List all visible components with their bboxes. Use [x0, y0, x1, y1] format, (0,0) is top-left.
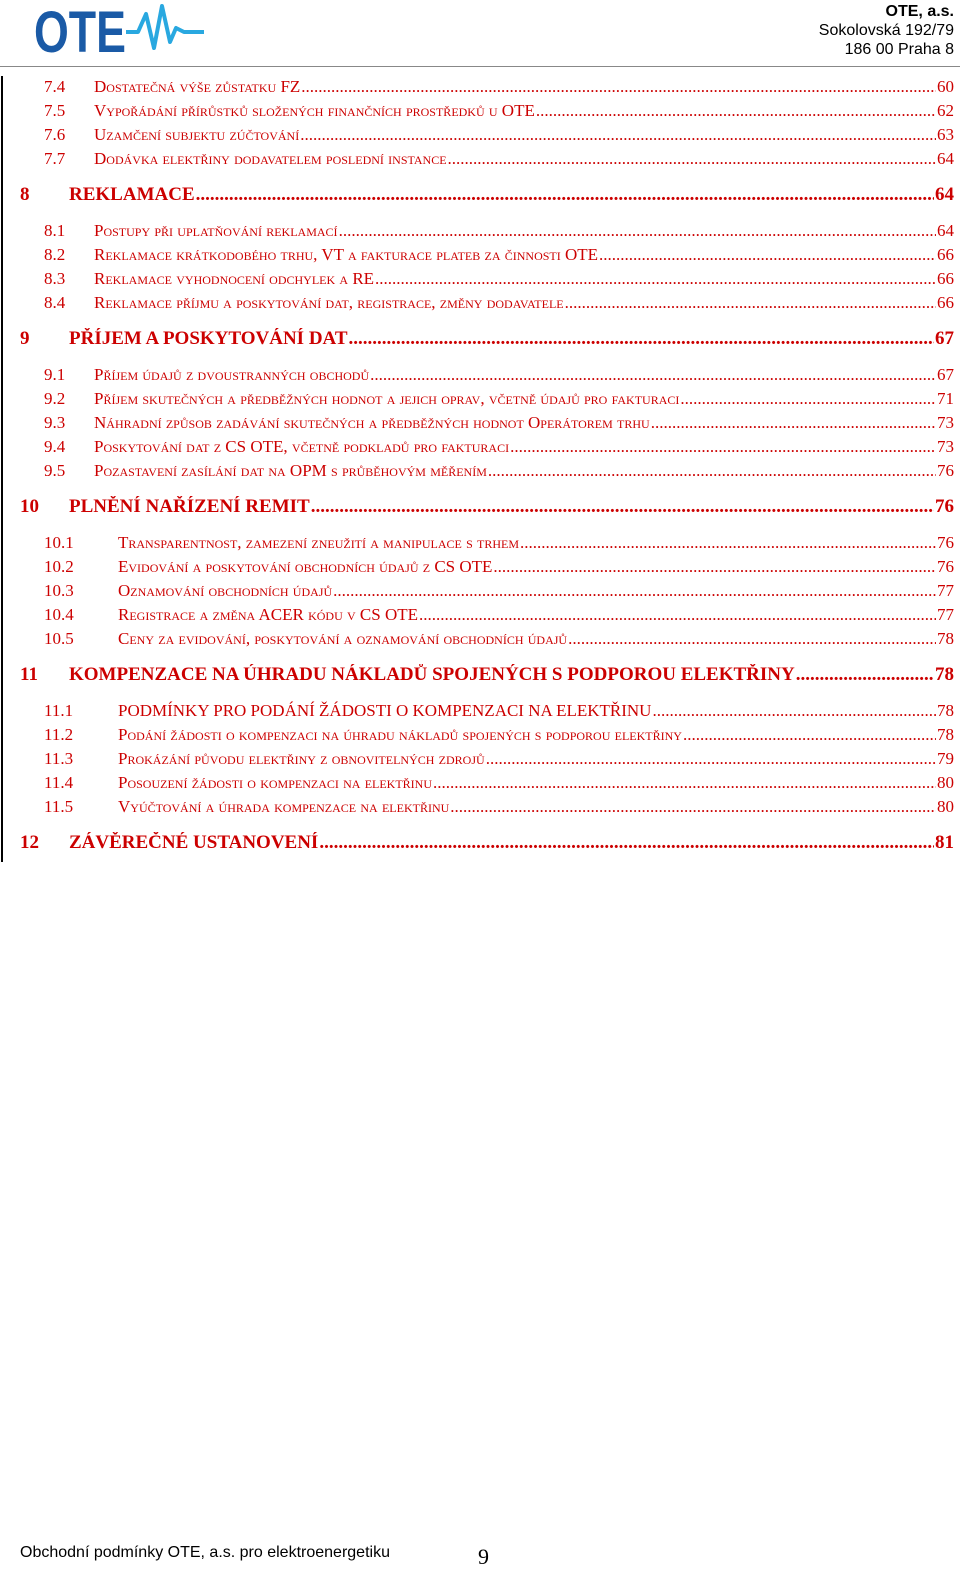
toc-entry-number: 10.1 [44, 533, 74, 552]
toc-dot-leader [565, 292, 936, 314]
toc-entry-number: 11.3 [44, 749, 74, 768]
toc-entry-number: 9.5 [44, 461, 66, 480]
toc-dot-leader [419, 604, 936, 626]
toc-dot-leader [568, 628, 936, 650]
ote-logo [34, 2, 210, 58]
toc-entry-number: 10.5 [44, 629, 74, 648]
address-line-1: Sokolovská 192/79 [818, 22, 954, 39]
toc-entry-title: PŘÍJEM A POSKYTOVÁNÍ DAT [69, 328, 348, 349]
toc-dot-leader [300, 124, 936, 146]
toc-entry-title-line [118, 604, 954, 626]
toc-entry-number: 7.6 [44, 125, 66, 144]
toc-entry[interactable] [0, 604, 954, 626]
toc-entry-page: 81 [935, 832, 954, 853]
toc-entry[interactable] [0, 628, 954, 650]
company-address [819, 2, 954, 59]
toc-entry-title: Vypořádání přírůstků složených finančních prostředků u OTE [94, 101, 535, 120]
toc-entry[interactable] [0, 436, 954, 458]
toc-entry-page: 67 [935, 328, 954, 349]
toc-entry-number: 9 [20, 328, 30, 349]
toc-entry-page: 73 [937, 437, 954, 456]
toc-entry-title: PODMÍNKY PRO PODÁNÍ ŽÁDOSTI O KOMPENZACI NA ELEKTŘINU [118, 701, 652, 720]
toc-entry-page: 78 [937, 725, 954, 744]
toc-entry[interactable] [0, 748, 954, 770]
toc-entry-title-line [118, 532, 954, 554]
toc-entry-page: 62 [937, 101, 954, 120]
toc-dot-leader [652, 700, 936, 722]
toc-entry-page: 77 [937, 605, 954, 624]
toc-entry-title: Oznamování obchodních údajů [118, 581, 333, 600]
toc-entry[interactable] [0, 724, 954, 746]
toc-entry-title-line [118, 700, 954, 722]
toc-entry[interactable] [0, 496, 954, 518]
header-divider [0, 66, 960, 67]
toc-entry-number: 11 [20, 664, 38, 685]
footer-page-number: 9 [478, 1544, 489, 1569]
toc-entry[interactable] [0, 292, 954, 314]
toc-entry-page: 66 [937, 269, 954, 288]
toc-entry-title: Náhradní způsob zadávání skutečných a předběžných hodnot Operátorem trhu [94, 413, 650, 432]
toc-entry-title: Transparentnost, zamezení zneužití a manipulace s trhem [118, 533, 520, 552]
company-name: OTE, a.s. [885, 3, 954, 20]
toc-entry-page: 76 [935, 496, 954, 517]
toc-dot-leader [493, 556, 936, 578]
toc-entry-number: 9.3 [44, 413, 66, 432]
toc-entry-number: 8.1 [44, 221, 66, 240]
toc-dot-leader [319, 832, 934, 854]
toc-entry-number: 9.1 [44, 365, 66, 384]
toc-entry-number: 10.2 [44, 557, 74, 576]
toc-entry-title-line [69, 328, 954, 350]
toc-dot-leader [448, 148, 936, 170]
toc-dot-leader [510, 436, 936, 458]
toc-entry[interactable] [0, 460, 954, 482]
logo-text: OTE [34, 2, 126, 58]
toc-dot-leader [599, 244, 936, 266]
toc-entry-title: Postupy při uplatňování reklamací [94, 221, 338, 240]
toc-dot-leader [333, 580, 936, 602]
toc-entry-title-line [118, 556, 954, 578]
wave-icon [126, 6, 204, 48]
toc-entry-title: Poskytování dat z CS OTE, včetně podkladů pro fakturaci [94, 437, 510, 456]
toc-dot-leader [651, 412, 936, 434]
toc-entry-title-line [94, 148, 954, 170]
toc-entry-number: 10 [20, 496, 39, 517]
toc-dot-leader [301, 76, 936, 98]
toc-entry-title-line [69, 184, 954, 206]
toc-entry-title-line [118, 724, 954, 746]
toc-entry-page: 76 [937, 533, 954, 552]
toc-entry-title: Registrace a změna ACER kódu v CS OTE [118, 605, 418, 624]
toc-entry-title-line [94, 412, 954, 434]
toc-entry-title-line [118, 580, 954, 602]
address-line-2: 186 00 Praha 8 [844, 41, 954, 58]
toc-entry-number: 11.4 [44, 773, 74, 792]
toc-entry-title-line [94, 292, 954, 314]
toc-entry-page: 64 [937, 221, 954, 240]
toc-dot-leader [536, 100, 936, 122]
toc-entry-title: Reklamace příjmu a poskytování dat, registrace, změny dodavatele [94, 293, 564, 312]
toc-entry[interactable] [0, 412, 954, 434]
toc-entry-page: 66 [937, 245, 954, 264]
toc-entry-title: Uzamčení subjektu zúčtování [94, 125, 300, 144]
toc-entry-title-line [94, 100, 954, 122]
toc-entry[interactable] [0, 244, 954, 266]
toc-entry[interactable] [0, 124, 954, 146]
toc-entry-title: Evidování a poskytování obchodních údajů z CS OTE [118, 557, 493, 576]
toc-entry-number: 7.4 [44, 77, 66, 96]
toc-entry[interactable] [0, 328, 954, 350]
toc-dot-leader [370, 364, 936, 386]
toc-entry-number: 7.7 [44, 149, 66, 168]
toc-entry-title: KOMPENZACE NA ÚHRADU NÁKLADŮ SPOJENÝCH S PODPOROU ELEKTŘINY [69, 664, 795, 685]
toc-entry-page: 79 [937, 749, 954, 768]
toc-dot-leader [520, 532, 936, 554]
toc-entry-page: 71 [937, 389, 954, 408]
toc-dot-leader [450, 796, 936, 818]
toc-dot-leader [339, 220, 936, 242]
toc-entry-page: 67 [937, 365, 954, 384]
toc-entry-title-line [94, 76, 954, 98]
toc-entry-page: 78 [937, 629, 954, 648]
toc-entry[interactable] [0, 148, 954, 170]
toc-entry-number: 9.4 [44, 437, 66, 456]
toc-entry[interactable] [0, 556, 954, 578]
toc-entry-title-line [94, 388, 954, 410]
toc-dot-leader [488, 460, 936, 482]
toc-entry-number: 11.5 [44, 797, 74, 816]
toc-entry-number: 10.4 [44, 605, 74, 624]
toc-entry[interactable] [0, 796, 954, 818]
toc-entry-title: Pozastavení zasílání dat na OPM s průběhovým měřením [94, 461, 487, 480]
toc-entry-title-line [118, 628, 954, 650]
toc-entry-number: 8.4 [44, 293, 66, 312]
toc-entry-page: 78 [937, 701, 954, 720]
toc-entry-page: 73 [937, 413, 954, 432]
toc-entry-title: Posouzení žádosti o kompenzaci na elektřinu [118, 773, 433, 792]
toc-entry[interactable] [0, 664, 954, 686]
toc-entry-title-line [118, 772, 954, 794]
toc-entry-page: 77 [937, 581, 954, 600]
toc-entry-title: Příjem údajů z dvoustranných obchodů [94, 365, 370, 384]
toc-entry[interactable] [0, 100, 954, 122]
toc-entry-title: PLNĚNÍ NAŘÍZENÍ REMIT [69, 496, 310, 517]
toc-entry[interactable] [0, 532, 954, 554]
toc-entry-title-line [94, 220, 954, 242]
toc-entry-title-line [118, 796, 954, 818]
toc-entry-title: Podání žádosti o kompenzaci na úhradu nákladů spojených s podporou elektřiny [118, 725, 682, 744]
toc-entry[interactable] [0, 772, 954, 794]
toc-entry-title: Reklamace vyhodnocení odchylek a RE [94, 269, 375, 288]
toc-entry-page: 64 [935, 184, 954, 205]
toc-entry[interactable] [0, 700, 954, 722]
toc-entry-title: Vyúčtování a úhrada kompenzace na elektřinu [118, 797, 450, 816]
toc-entry[interactable] [0, 76, 954, 98]
toc-entry-title-line [94, 124, 954, 146]
toc-entry-title: Dodávka elektřiny dodavatelem poslední instance [94, 149, 447, 168]
toc-entry-title-line [94, 244, 954, 266]
toc-entry-number: 12 [20, 832, 39, 853]
toc-entry-title-line [118, 748, 954, 770]
toc-entry-title: Příjem skutečných a předběžných hodnot a jejich oprav, včetně údajů pro fakturaci [94, 389, 680, 408]
toc-dot-leader [433, 772, 936, 794]
toc-entry[interactable] [0, 268, 954, 290]
toc-dot-leader [311, 496, 934, 518]
toc-entry-page: 60 [937, 77, 954, 96]
toc-dot-leader [375, 268, 936, 290]
toc-entry-title-line [94, 364, 954, 386]
toc-entry-page: 76 [937, 557, 954, 576]
toc-entry-title-line [94, 460, 954, 482]
toc-entry-page: 64 [937, 149, 954, 168]
toc-dot-leader [680, 388, 936, 410]
toc-entry-number: 8.3 [44, 269, 66, 288]
toc-entry-title-line [69, 664, 954, 686]
toc-dot-leader [796, 664, 934, 686]
toc-entry-title-line [69, 832, 954, 854]
toc-entry-page: 78 [935, 664, 954, 685]
toc-dot-leader [196, 184, 934, 206]
toc-entry-number: 7.5 [44, 101, 66, 120]
toc-entry-title-line [94, 268, 954, 290]
toc-entry-number: 8 [20, 184, 30, 205]
toc-entry[interactable] [0, 364, 954, 386]
toc-entry-title-line [94, 436, 954, 458]
toc-entry-title: REKLAMACE [69, 184, 195, 205]
toc-entry-page: 63 [937, 125, 954, 144]
toc-entry[interactable] [0, 832, 954, 854]
toc-dot-leader [349, 328, 934, 350]
toc-entry[interactable] [0, 580, 954, 602]
toc-dot-leader [683, 724, 936, 746]
toc-entry-page: 80 [937, 773, 954, 792]
toc-entry[interactable] [0, 184, 954, 206]
toc-entry-number: 10.3 [44, 581, 74, 600]
toc-dot-leader [486, 748, 936, 770]
toc-entry-number: 8.2 [44, 245, 66, 264]
toc-entry-title: Reklamace krátkodobého trhu, VT a fakturace plateb za činnosti OTE [94, 245, 599, 264]
toc-entry-title: Ceny za evidování, poskytování a oznamování obchodních údajů [118, 629, 568, 648]
page-header [0, 0, 960, 70]
toc-entry[interactable] [0, 388, 954, 410]
toc-entry-title: ZÁVĚREČNÉ USTANOVENÍ [69, 832, 319, 853]
toc-entry-number: 11.1 [44, 701, 74, 720]
toc-entry-page: 76 [937, 461, 954, 480]
toc-entry-title: Dostatečná výše zůstatku FZ [94, 77, 301, 96]
toc-entry-number: 9.2 [44, 389, 66, 408]
toc-entry-title-line [69, 496, 954, 518]
toc-entry-number: 11.2 [44, 725, 74, 744]
toc-entry-title: Prokázání původu elektřiny z obnovitelných zdrojů [118, 749, 485, 768]
footer-document-title: Obchodní podmínky OTE, a.s. pro elektroenergetiku [20, 1544, 390, 1561]
toc-entry[interactable] [0, 220, 954, 242]
toc-entry-page: 66 [937, 293, 954, 312]
toc-entry-page: 80 [937, 797, 954, 816]
